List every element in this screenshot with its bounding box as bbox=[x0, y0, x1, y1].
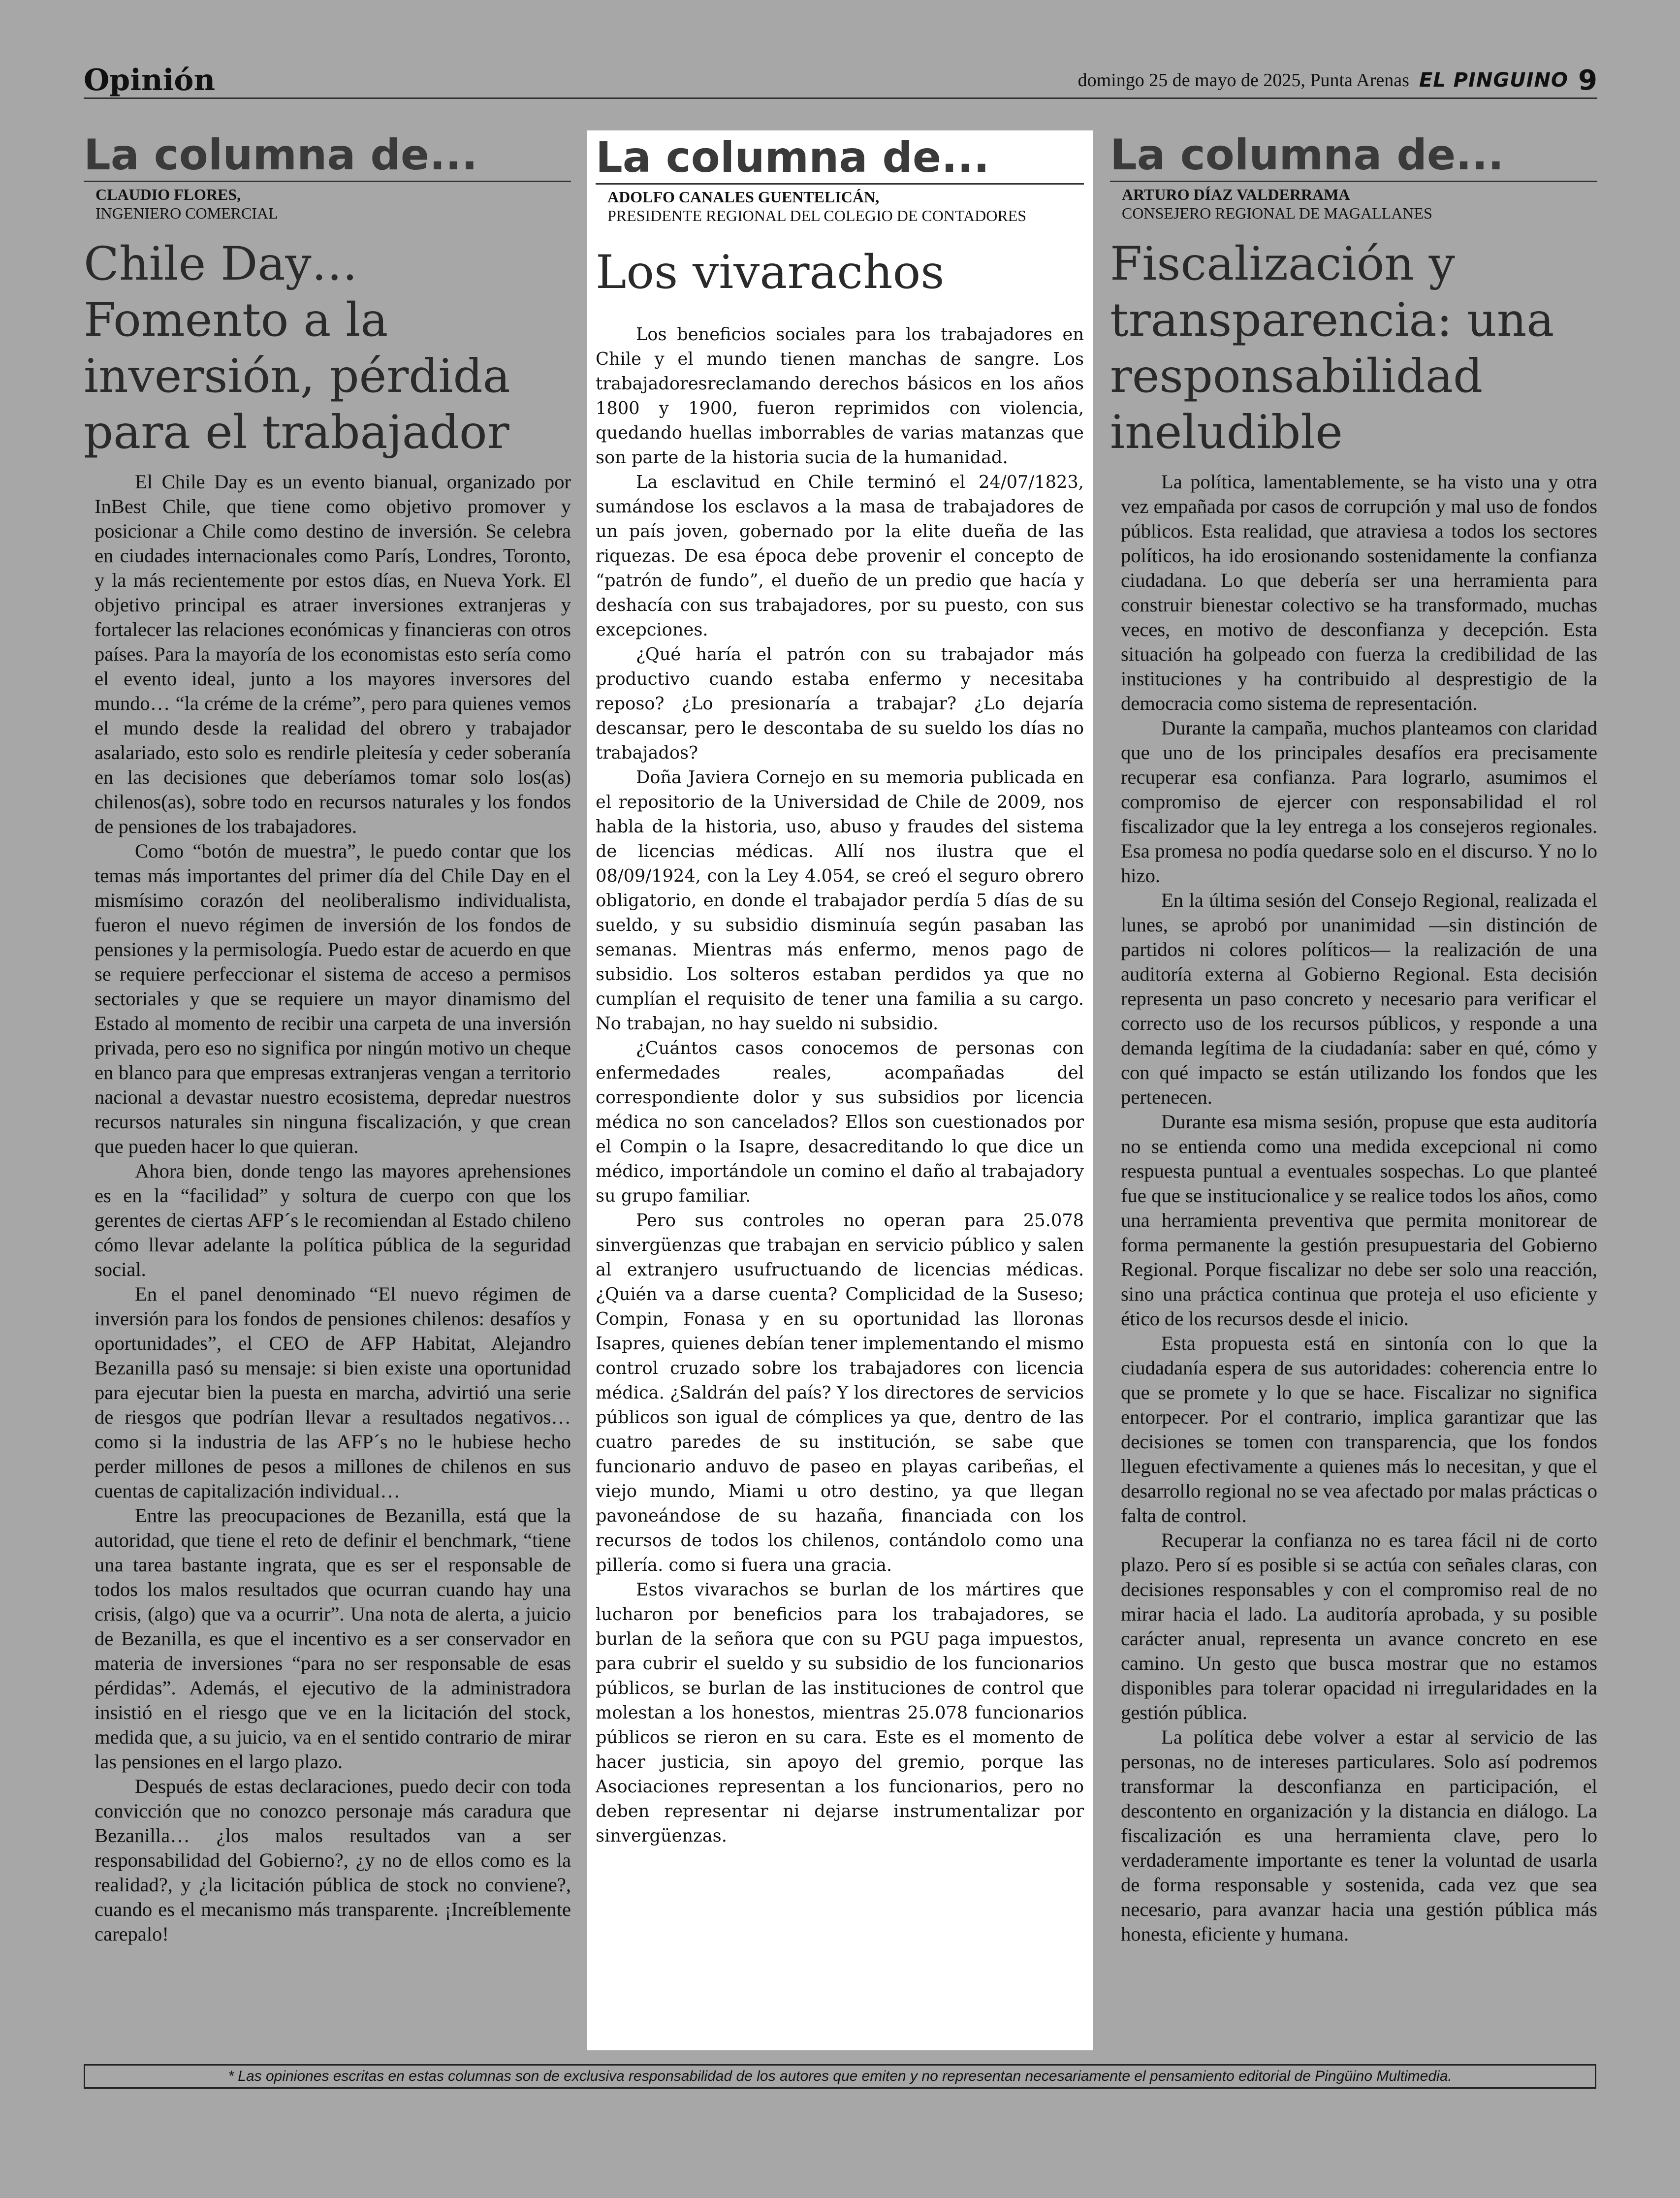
author-name: ARTURO DÍAZ VALDERRAMA bbox=[1122, 186, 1350, 203]
column-arturo-diaz bbox=[1110, 130, 1597, 2048]
paragraph: Estos vivarachos se burlan de los mártires que lucharon por beneficios para los trabajadores, se burlan de la señora que con su PGU paga impuestos, para cubrir el sueldo y su subsidio de los funcionarios públicos, se burlan de las instituciones de control que molestan a los honestos, mientras 25.078 funcionarios públicos se rieron en su cara. Este es el momento de hacer justicia, sin apoyo del gremio, porque las Asociaciones representan a los funcionarios, pero no deben representar ni dejarse instrumentalizar por sinvergüenzas. bbox=[596, 1580, 1084, 1846]
author-name: ADOLFO CANALES GUENTELICÁN, bbox=[607, 188, 880, 206]
author-role: PRESIDENTE REGIONAL DEL COLEGIO DE CONTADORES bbox=[607, 207, 1026, 224]
column-kicker: La columna de... bbox=[596, 133, 1084, 185]
article-body bbox=[596, 322, 1084, 1848]
article-headline: Chile Day… Fomento a la inversión, pérdida para el trabajador bbox=[84, 237, 510, 459]
paragraph: En la última sesión del Consejo Regional, realizada el lunes, se aprobó por unanimidad —sin distinción de partidos ni colores políticos— la realización de una auditoría externa al Gobierno Regional. Esta decisión representa un paso concreto y necesario para verificar el correcto uso de los recursos públicos, y responde a una demanda legítima de la ciudadanía: saber en qué, cómo y con qué impacto se están utilizando los fondos que les pertenecen. bbox=[1121, 889, 1597, 1108]
paragraph: En el panel denominado “El nuevo régimen de inversión para los fondos de pensiones chilenos: desafíos y oportunidades”, el CEO de AFP Habitat, Alejandro Bezanilla pasó su mensaje: si bien existe una oportunidad para ejecutar bien la puesta en marcha, advirtió una serie de riesgos que podrían llevar a resultados negativos… como si la industria de las AFP´s no le hubiese hecho perder millones de pesos a millones de chilenos en sus cuentas de capitalización individual… bbox=[95, 1283, 571, 1502]
author-block bbox=[1122, 185, 1597, 223]
paragraph: El Chile Day es un evento bianual, organizado por InBest Chile, que tiene como objetivo promover y posicionar a Chile como destino de inversión. Se celebra en ciudades internacionales como París, Londres, Toronto, y la más recientemente por estos días, en Nueva York. El objetivo principal es atraer inversiones extranjeras y fortalecer las relaciones económicas y financieras con otros países. Para la mayoría de los economistas esto sería como el evento ideal, junto a los mayores inversores del mundo… “la créme de la créme”, pero para quienes vemos el mundo desde la realidad del obrero y trabajador asalariado, esto solo es rendirle pleitesía y ceder soberanía en las decisiones que deberíamos tomar solo los(as) chilenos(as), sobre todo en recursos naturales y los fondos de pensiones de los trabajadores. bbox=[95, 471, 571, 837]
author-role: CONSEJERO REGIONAL DE MAGALLANES bbox=[1122, 204, 1432, 222]
column-claudio-flores bbox=[84, 130, 571, 2048]
paragraph: La esclavitud en Chile terminó el 24/07/1823, sumándose los esclavos a la masa de trabajadores de un país joven, gobernado por la elite dueña de las riquezas. De esa época debe provenir el concepto de “patrón de fundo”, el dueño de un predio que hacía y deshacía con sus trabajadores, por su puesto, con sus excepciones. bbox=[596, 472, 1084, 640]
article-body bbox=[1110, 470, 1597, 1946]
column-adolfo-canales bbox=[587, 130, 1093, 2050]
section-title: Opinión bbox=[84, 63, 216, 97]
paragraph: La política, lamentablemente, se ha visto una y otra vez empañada por casos de corrupción y mal uso de fondos públicos. Esta realidad, que atraviesa a todos los sectores políticos, ha ido erosionando sostenidamente la confianza ciudadana. Lo que debería ser una herramienta para construir bienestar colectivo se ha transformado, muchas veces, en motivo de desconfianza y decepción. Esta situación ha golpeado con fuerza la credibilidad de las instituciones y ha contribuido al desprestigio de la democracia como sistema de representación. bbox=[1121, 471, 1597, 714]
paragraph: Durante la campaña, muchos planteamos con claridad que uno de los principales desafíos era precisamente recuperar esa confianza. Para lograrlo, asumimos el compromiso de ejercer con responsabilidad el rol fiscalizador que la ley entrega a los consejeros regionales. Esa promesa no podía quedarse solo en el discurso. Y no lo hizo. bbox=[1121, 717, 1597, 887]
paragraph: Después de estas declaraciones, puedo decir con toda convicción que no conozco personaje más caradura que Bezanilla… ¿los malos resultados van a ser responsabilidad del Gobierno?, ¿y no de ellos como es la realidad?, y ¿la licitación pública de stock no conviene?, cuando es el mecanismo más transparente. ¡Increíblemente carepalo! bbox=[95, 1775, 571, 1945]
paragraph: ¿Qué haría el patrón con su trabajador más productivo cuando estaba enfermo y necesitaba reposo? ¿Lo presionaría a trabajar? ¿Lo dejaría descansar, pero le descontaba de su sueldo los días no trabajados? bbox=[596, 644, 1084, 763]
paragraph: Esta propuesta está en sintonía con lo que la ciudadanía espera de sus autoridades: coherencia entre lo que se promete y lo que se hace. Fiscalizar no significa entorpecer. Por el contrario, implica garantizar que las decisiones se tomen con transparencia, que los fondos lleguen efectivamente a quienes más lo necesitan, y que el desarrollo regional no se vea afectado por malas prácticas o falta de control. bbox=[1121, 1332, 1597, 1527]
issue-date: domingo 25 de mayo de 2025, Punta Arenas bbox=[1078, 70, 1409, 91]
newspaper-name: EL PINGUINO bbox=[1419, 69, 1569, 92]
page-header bbox=[84, 63, 1597, 99]
paragraph: La política debe volver a estar al servicio de las personas, no de intereses particulares. Solo así podremos transformar la desconfianza en participación, el descontento en organización y la distancia en diálogo. La fiscalización es una herramienta clave, pero lo verdaderamente importante es tener la voluntad de usarla de forma responsable y sostenida, cada vez que sea necesario, para avanzar hacia una gestión pública más honesta, eficiente y humana. bbox=[1121, 1726, 1597, 1945]
author-block bbox=[607, 188, 1084, 225]
paragraph: Doña Javiera Cornejo en su memoria publicada en el repositorio de la Universidad de Chile de 2009, nos habla de la historia, uso, abuso y fraudes del sistema de licencias médicas. Allí nos ilustra que el 08/09/1924, con la Ley 4.054, se creó el seguro obrero obligatorio, en donde el trabajador perdía 5 días de su sueldo, y su subsidio disminuía según pasaban las semanas. Mientras más enfermo, menos pago de subsidio. Los solteros estaban perdidos ya que no cumplían el requisito de tener una familia a su cargo. No trabajan, no hay sueldo ni subsidio. bbox=[596, 767, 1084, 1034]
paragraph: Pero sus controles no operan para 25.078 sinvergüenzas que trabajan en servicio público y salen al extranjero usufructuando de licencias médicas. ¿Quién va a darse cuenta? Complicidad de la Suseso; Compin, Fonasa y en su oportunidad las lloronas Isapres, quienes debían tener implementando el mismo control cruzado sobre los trabajadores con licencia médica. ¿Saldrán del país? Y los directores de servicios públicos son igual de cómplices ya que, dentro de las cuatro paredes de su institución, se sabe que funcionario anduvo de paseo en playas caribeñas, el viejo mundo, Miami u otro destino, ya que llegan pavoneándose de su hazaña, financiada con los recursos de todos los chilenos, contándolo como una pillería. como si fuera una gracia. bbox=[596, 1210, 1084, 1575]
paragraph: Los beneficios sociales para los trabajadores en Chile y el mundo tienen manchas de sangre. Los trabajadoresreclamando derechos básicos en los años 1800 y 1900, fueron reprimidos con violencia, quedando huellas imborrables de varias matanzas que son parte de la historia sucia de la humanidad. bbox=[596, 324, 1084, 468]
article-body bbox=[84, 470, 571, 1946]
paragraph: Durante esa misma sesión, propuse que esta auditoría no se entienda como una medida excepcional ni como respuesta puntual a eventuales sospechas. Lo que planteé fue que se institucionalice y se realice todos los años, como una herramienta preventiva que permita monitorear de forma permanente la gestión presupuestaria del Gobierno Regional. Porque fiscalizar no debe ser solo una reacción, sino una práctica continua que proteja el uso eficiente y ético de los recursos desde el inicio. bbox=[1121, 1111, 1597, 1330]
page-number: 9 bbox=[1578, 64, 1597, 96]
paragraph: ¿Cuántos casos conocemos de personas con enfermedades reales, acompañadas del correspondiente dolor y sus subsidios por licencia médica no son cancelados? Ellos son cuestionados por el Compin o la Isapre, desacreditando lo que dice un médico, importándole un comino el daño al trabajadory su grupo familiar. bbox=[596, 1038, 1084, 1206]
article-headline: Los vivarachos bbox=[596, 246, 945, 299]
article-headline: Fiscalización y transparencia: una responsabilidad ineludible bbox=[1110, 237, 1554, 459]
author-name: CLAUDIO FLORES, bbox=[95, 186, 241, 203]
column-kicker: La columna de... bbox=[1110, 130, 1597, 182]
disclaimer-text: * Las opiniones escritas en estas columnas son de exclusiva responsabilidad de los autores que emiten y no representan necesariamente el pensamiento editorial de Pingüino Multimedia. bbox=[228, 2068, 1452, 2084]
paragraph: Como “botón de muestra”, le puedo contar que los temas más importantes del primer día del Chile Day en el mismísimo corazón del neoliberalismo individualista, fueron el nuevo régimen de inversión de los fondos de pensiones y la permisología. Puedo estar de acuerdo en que se requiere perfeccionar el sistema de acceso a permisos sectoriales y que se requiere un mayor dinamismo del Estado al momento de recibir una carpeta de una inversión privada, pero eso no significa por ningún motivo un cheque en blanco para que empresas extranjeras vengan a territorio nacional a devastar nuestro ecosistema, depredar nuestros recursos naturales sin ninguna fiscalización, y que crean que pueden hacer lo que quieran. bbox=[95, 840, 571, 1157]
author-block bbox=[95, 185, 571, 223]
paragraph: Ahora bien, donde tengo las mayores aprehensiones es en la “facilidad” y soltura de cuerpo con que los gerentes de ciertas AFP´s le recomiendan al Estado chileno cómo llevar adelante la política pública de la seguridad social. bbox=[95, 1160, 571, 1280]
column-kicker: La columna de... bbox=[84, 130, 571, 182]
disclaimer-footer bbox=[84, 2064, 1596, 2089]
paragraph: Entre las preocupaciones de Bezanilla, está que la autoridad, que tiene el reto de definir el benchmark, “tiene una tarea bastante ingrata, que es ser el responsable de todos los malos resultados que ocurran cuando hay una crisis, (algo) que va a ocurrir”. Una nota de alerta, a juicio de Bezanilla, es que el incentivo es a ser conservador en materia de inversiones “para no ser responsable de esas pérdidas”. Además, el ejecutivo de la administradora insistió en el riesgo que ve en la licitación del stock, medida que, a su juicio, va en el sentido contrario de mirar las pensiones en el largo plazo. bbox=[95, 1504, 571, 1773]
paragraph: Recuperar la confianza no es tarea fácil ni de corto plazo. Pero sí es posible si se actúa con señales claras, con decisiones responsables y con el compromiso real de no mirar hacia el lado. La auditoría aprobada, y su posible carácter anual, representa un avance concreto en ese camino. Un gesto que busca mostrar que no estamos disponibles para tolerar opacidad ni irregularidades en la gestión pública. bbox=[1121, 1529, 1597, 1723]
header-meta bbox=[1078, 63, 1597, 97]
author-role: INGENIERO COMERCIAL bbox=[95, 204, 278, 222]
